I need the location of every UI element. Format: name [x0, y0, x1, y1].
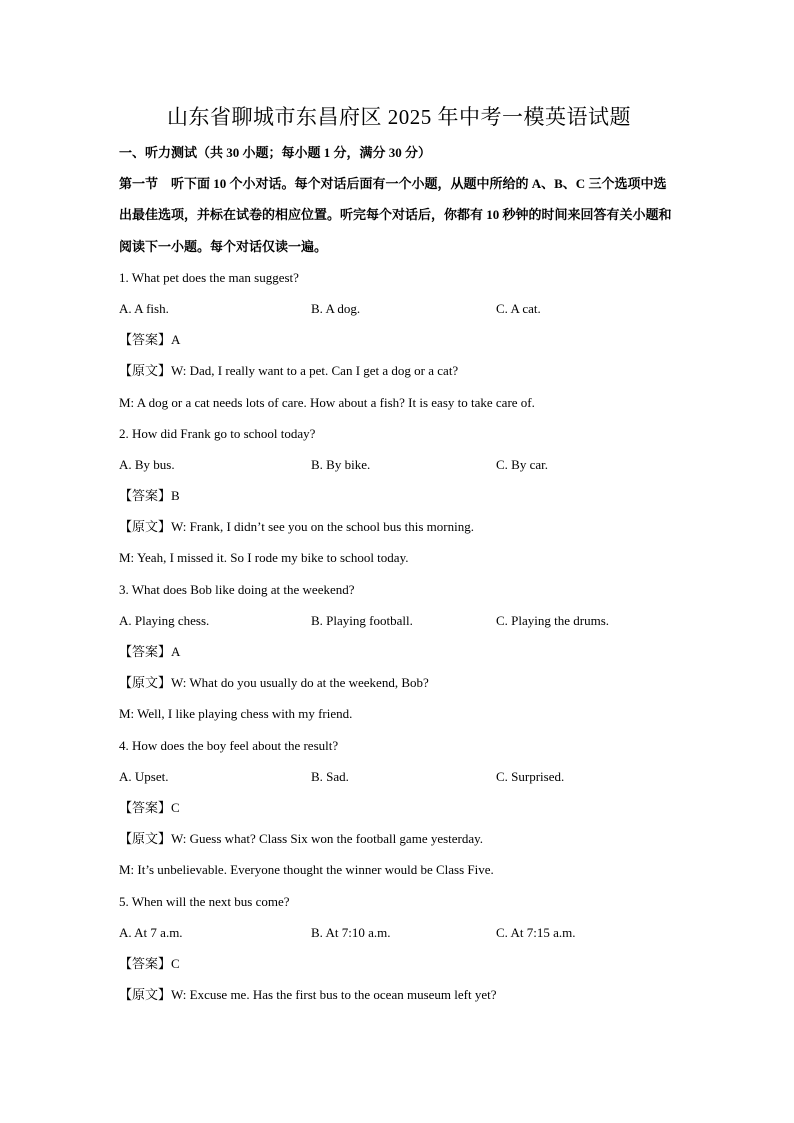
answer-line: 【答案】C — [119, 799, 180, 815]
option-b: B. Playing football. — [311, 612, 413, 628]
answer-line: 【答案】A — [119, 332, 181, 348]
exam-title: 山东省聊城市东昌府区 2025 年中考一模英语试题 — [167, 105, 631, 129]
option-a: A. Upset. — [119, 768, 169, 784]
option-b: B. A dog. — [311, 300, 361, 316]
option-a: A. At 7 a.m. — [119, 924, 183, 940]
question-block — [119, 574, 679, 730]
option-row — [119, 761, 679, 792]
option-row — [119, 605, 679, 636]
answer-line: 【答案】C — [119, 955, 180, 971]
option-a: A. A fish. — [119, 300, 169, 316]
transcript-line: M: It’s unbelievable. Everyone thought the winner would be Class Five. — [119, 862, 494, 878]
question-block — [119, 886, 679, 1011]
question-text: 2. How did Frank go to school today? — [119, 425, 316, 441]
question-text: 3. What does Bob like doing at the weekend? — [119, 581, 355, 597]
option-row — [119, 449, 679, 480]
question-block — [119, 730, 679, 886]
exam-page — [119, 100, 679, 1010]
answer-line: 【答案】A — [119, 644, 181, 660]
option-row — [119, 293, 679, 324]
question-block — [119, 418, 679, 574]
question-text: 1. What pet does the man suggest? — [119, 269, 299, 285]
option-c: C. Surprised. — [496, 768, 565, 784]
transcript-line: 【原文】W: What do you usually do at the weekend, Bob? — [119, 675, 429, 691]
transcript-line: M: Well, I like playing chess with my friend. — [119, 706, 353, 722]
option-a: A. By bus. — [119, 456, 175, 472]
transcript-line: 【原文】W: Dad, I really want to a pet. Can I get a dog or a cat? — [119, 363, 459, 379]
transcript-line: 【原文】W: Guess what? Class Six won the football game yesterday. — [119, 831, 484, 847]
transcript-line: 【原文】W: Frank, I didn’t see you on the school bus this morning. — [119, 519, 474, 535]
option-a: A. Playing chess. — [119, 612, 210, 628]
part-instructions: 第一节 听下面 10 个小对话。每个对话后面有一个小题，从题中所给的 A、B、C 三个选项中选出最佳选项，并标在试卷的相应位置。听完每个对话后，你都有 10 秒钟的时间来回答有关小题和阅读下一小题。每个对话仅读一遍。 — [119, 176, 672, 254]
option-c: C. At 7:15 a.m. — [496, 924, 576, 940]
option-b: B. By bike. — [311, 456, 371, 472]
option-b: B. Sad. — [311, 768, 349, 784]
transcript-line: M: Yeah, I missed it. So I rode my bike to school today. — [119, 550, 409, 566]
question-block — [119, 262, 679, 418]
question-text: 5. When will the next bus come? — [119, 893, 290, 909]
option-row — [119, 917, 679, 948]
section-heading: 一、听力测试（共 30 小题；每小题 1 分，满分 30 分） — [119, 145, 432, 160]
option-c: C. Playing the drums. — [496, 612, 610, 628]
option-b: B. At 7:10 a.m. — [311, 924, 391, 940]
question-text: 4. How does the boy feel about the result? — [119, 737, 339, 753]
option-c: C. By car. — [496, 456, 548, 472]
option-c: C. A cat. — [496, 300, 541, 316]
transcript-line: 【原文】W: Excuse me. Has the first bus to the ocean museum left yet? — [119, 987, 497, 1003]
transcript-line: M: A dog or a cat needs lots of care. How about a fish? It is easy to take care of. — [119, 394, 535, 410]
answer-line: 【答案】B — [119, 488, 180, 504]
